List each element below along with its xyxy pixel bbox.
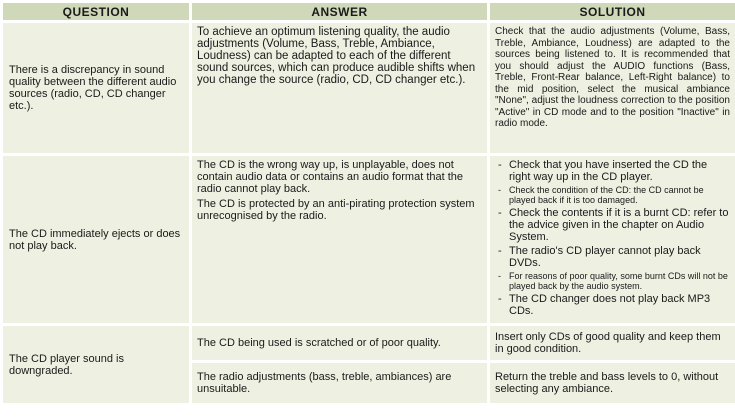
answer-cell: [192, 326, 487, 360]
answer-text: The CD being used is scratched or of poor quality.: [197, 337, 441, 349]
answer-text: To achieve an optimum listening quality, the audio adjustments (Volume, Bass, Treble, Ambiance, Loudness) can be adapted to each of the different sound sources, which can produce audible shifts when you change the source (radio, CD, CD changer etc.).: [197, 26, 476, 86]
answer-text: The CD is protected by an anti-pirating protection system unrecognised by the radio.: [197, 198, 475, 222]
solution-cell: [490, 156, 735, 323]
question-cell: There is a discrepancy in sound quality between the different audio sources (radio, CD, CD changer etc.).: [3, 23, 189, 153]
header-solution: SOLUTION: [490, 3, 735, 20]
header-answer: ANSWER: [192, 3, 487, 20]
answer-cell: [192, 156, 487, 323]
header-question: QUESTION: [3, 3, 189, 20]
solution-list: [495, 159, 730, 317]
list-item: - For reasons of poor quality, some burnt CDs will not be played back by the audio system.: [495, 271, 730, 291]
list-item: - Check the condition of the CD: the CD cannot be played back if it is too damaged.: [495, 185, 730, 205]
solution-text: Check that the audio adjustments (Volume, Bass, Treble, Ambiance, Loudness) are adapted to the sources being listened to. It is recommended that you should adjust the AUDIO functions (Bass, Treble, Front-Rear balance, Left-Right balance) to the mid position, select the musical ambiance "None", adjust the loudness correction to the position "Active" in CD mode and to the position "Inactive" in radio mode.: [495, 26, 730, 129]
list-item: - Check that you have inserted the CD the right way up in the CD player.: [495, 159, 730, 183]
solution-text: Return the treble and bass levels to 0, without selecting any ambiance.: [495, 371, 719, 395]
list-item: - Check the contents if it is a burnt CD: refer to the advice given in the chapter on Audio System.: [495, 207, 730, 243]
table-row: [3, 156, 735, 323]
solution-cell: [490, 23, 735, 153]
solution-text: Insert only CDs of good quality and keep them in good condition.: [495, 331, 721, 355]
table-row: [3, 326, 735, 360]
header-row: [3, 3, 735, 20]
question-cell: The CD player sound is downgraded.: [3, 326, 189, 403]
solution-cell: [490, 363, 735, 403]
answer-text: The CD is the wrong way up, is unplayable, does not contain audio data or contains an audio format that the radio cannot play back.: [197, 159, 464, 195]
table-row: [3, 23, 735, 153]
question-cell: The CD immediately ejects or does not play back.: [3, 156, 189, 323]
solution-cell: [490, 326, 735, 360]
answer-cell: [192, 23, 487, 153]
list-item: - The radio's CD player cannot play back DVDs.: [495, 245, 730, 269]
answer-cell: [192, 363, 487, 403]
answer-text: The radio adjustments (bass, treble, ambiances) are unsuitable.: [197, 371, 452, 395]
list-item: - The CD changer does not play back MP3 CDs.: [495, 293, 730, 317]
